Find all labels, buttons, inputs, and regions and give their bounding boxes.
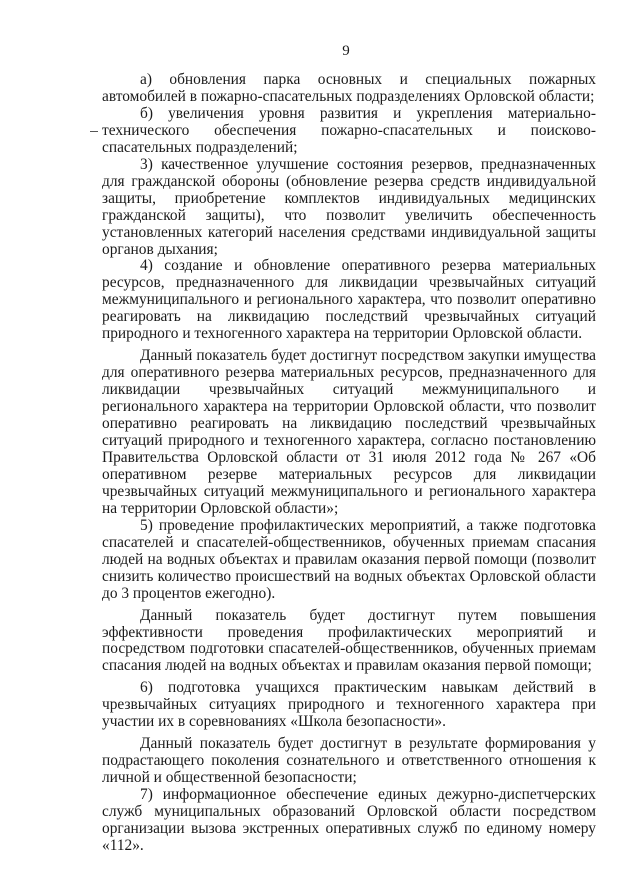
- paragraph-civil-defense-reserves: 3) качественное улучшение состояния резервов, предназначенных для гражданской обороны (обновление резерва средств индивидуальной защиты, приобретение комплектов индивидуальных медицинских гражданской защиты), что позволит увеличить обеспеченность установленных категорий населения средствами индивидуальной защиты органов дыхания;: [102, 155, 596, 258]
- paragraph-student-training-indicator: Данный показатель будет достигнут в результате формирования у подрастающего поколения сознательного и ответственного отношения к личной и общественной безопасности;: [102, 735, 596, 787]
- paragraph-water-safety-indicator: Данный показатель будет достигнут путем повышения эффективности проведения профилактических мероприятий и посредством подготовки спасателей-общественников, обученных приемам спасания людей на водных объектах и правилам оказания первой помощи;: [102, 606, 596, 675]
- body-text: [102, 72, 596, 855]
- margin-mark: [90, 131, 98, 132]
- paragraph-student-training: 6) подготовка учащихся практическим навыкам действий в чрезвычайных ситуациях природного и техногенного характера при участии их в соревнованиях «Школа безопасности».: [102, 679, 596, 731]
- paragraph-fleet-update: а) обновления парка основных и специальных пожарных автомобилей в пожарно-спасательных подразделениях Орловской области;: [102, 71, 596, 105]
- paragraph-operational-reserve: 4) создание и обновление оперативного резерва материальных ресурсов, предназначенного для ликвидации чрезвычайных ситуаций межмуниципального и регионального характера, что позволит оперативно реагировать на ликвидацию последствий чрезвычайных ситуаций природного и техногенного характера на территории Орловской области.: [102, 257, 596, 343]
- page-number: 9: [342, 43, 350, 59]
- paragraph-reserve-indicator: Данный показатель будет достигнут посредством закупки имущества для оперативного резерва материальных ресурсов, предназначенного для ликвидации чрезвычайных ситуаций межмуниципального и регионального характера на территории Орловской области, что позволит оперативно реагировать на ликвидацию последствий чрезвычайных ситуаций природного и техногенного характера, согласно постановлению Правительства Орловской области от 31 июля 2012 года № 267 «Об оперативном резерве материальных ресурсов для ликвидации чрезвычайных ситуаций межмуниципального и регионального характера на территории Орловской области»;: [102, 347, 596, 517]
- paragraph-water-safety: 5) проведение профилактических мероприятий, а также подготовка спасателей и спасателей-общественников, обученных приемам спасания людей на водных объектах и правилам оказания первой помощи (позволит снизить количество происшествий на водных объектах Орловской области до 3 процентов ежегодно).: [102, 516, 596, 602]
- paragraph-material-support: б) увеличения уровня развития и укрепления материально-технического обеспечения пожарно-спасательных и поисково-спасательных подразделений;: [102, 104, 596, 156]
- paragraph-dispatch-112: 7) информационное обеспечение единых дежурно-диспетчерских служб муниципальных образований Орловской области посредством организации вызова экстренных оперативных служб по единому номеру «112».: [102, 786, 596, 854]
